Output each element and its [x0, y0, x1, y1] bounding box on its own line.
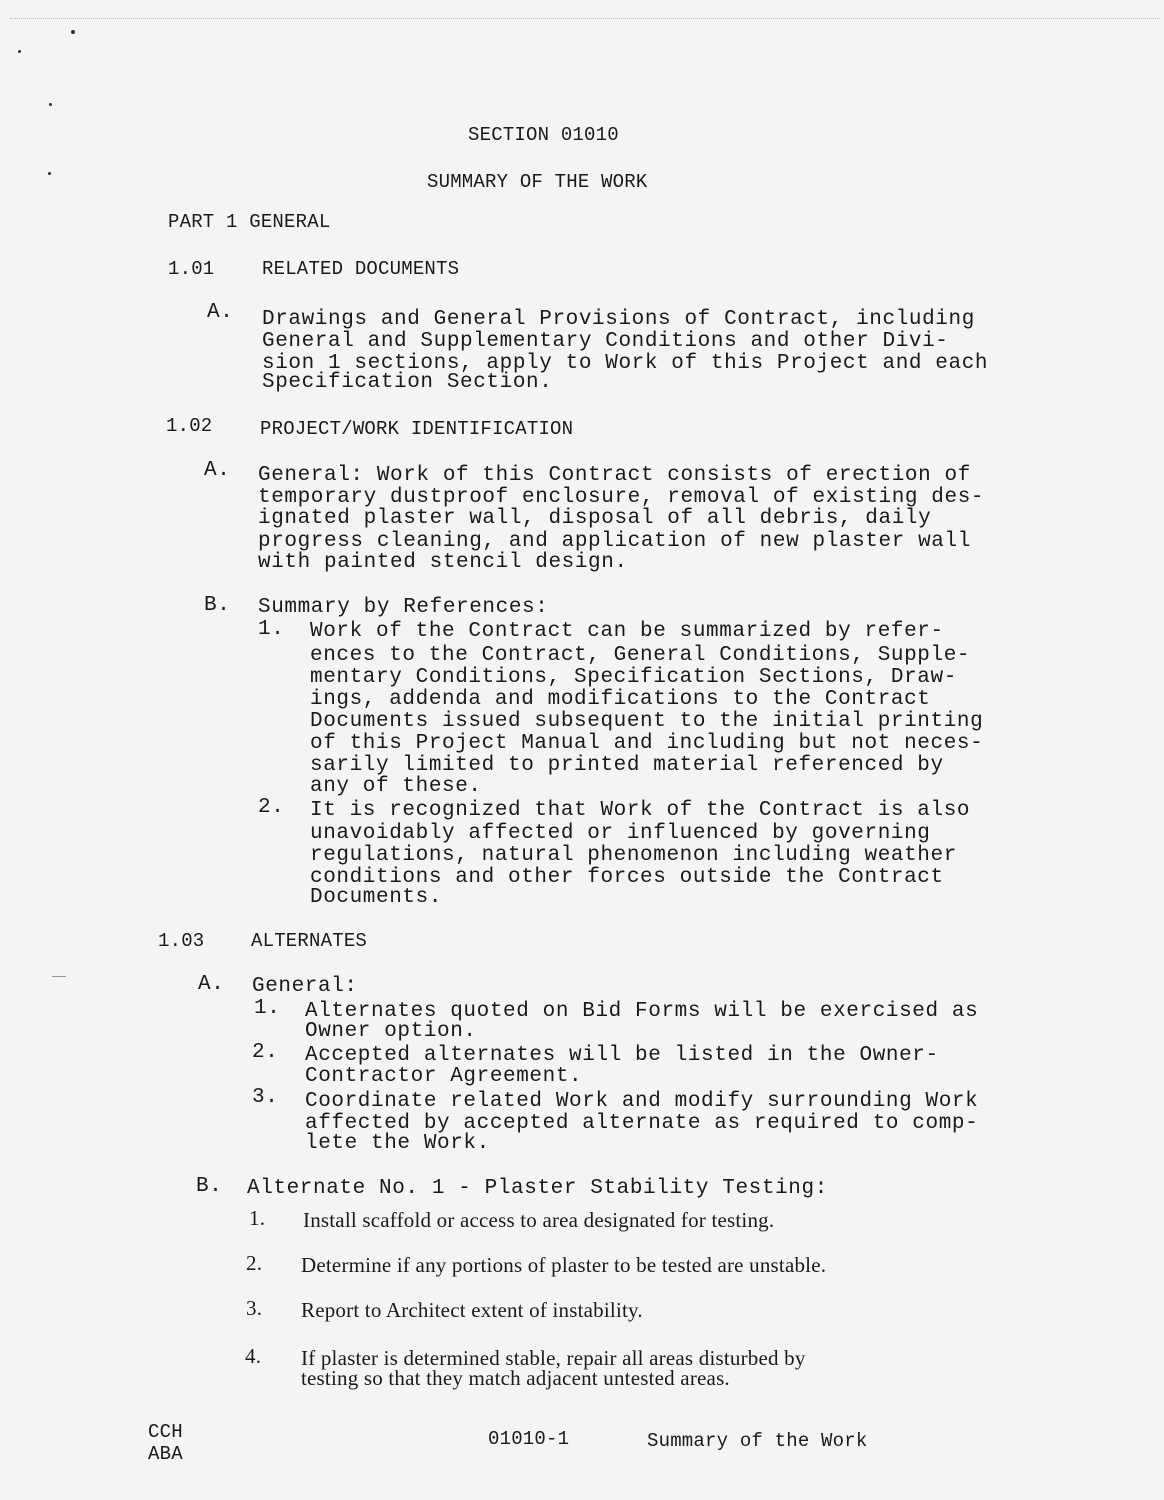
- list-text-line: If plaster is determined stable, repair all areas disturbed by: [301, 1346, 806, 1370]
- article-title: RELATED DOCUMENTS: [262, 258, 460, 280]
- part-heading: PART 1 GENERAL: [168, 211, 331, 233]
- scan-speck: [71, 30, 75, 34]
- article-title: PROJECT/WORK IDENTIFICATION: [260, 418, 574, 440]
- paragraph-heading: Alternate No. 1 - Plaster Stability Testing:: [247, 1177, 828, 1200]
- list-number: 1.: [254, 997, 281, 1020]
- list-text-line: mentary Conditions, Specification Sections, Draw-: [310, 666, 957, 689]
- paragraph-label: A.: [207, 301, 234, 324]
- list-text-line: testing so that they match adjacent untested areas.: [301, 1366, 730, 1390]
- paragraph-text-line: sion 1 sections, apply to Work of this Project and each: [262, 352, 989, 375]
- list-number: 2.: [246, 1251, 263, 1275]
- list-text-line: Documents.: [310, 886, 443, 909]
- list-number: 1.: [258, 618, 285, 641]
- list-number: 2.: [258, 796, 285, 819]
- list-number: 1.: [249, 1206, 266, 1230]
- list-text-line: Alternates quoted on Bid Forms will be exercised as: [305, 1000, 979, 1023]
- article-number: 1.02: [166, 415, 213, 437]
- list-text-line: Report to Architect extent of instability.: [301, 1298, 643, 1322]
- scan-speck: [49, 103, 52, 106]
- list-text-line: Contractor Agreement.: [305, 1065, 583, 1088]
- paragraph-text-line: Drawings and General Provisions of Contract, including: [262, 308, 975, 331]
- list-number: 3.: [246, 1296, 263, 1320]
- list-text-line: Work of the Contract can be summarized by refer-: [310, 620, 944, 643]
- paragraph-label: B.: [196, 1175, 223, 1198]
- list-text-line: affected by accepted alternate as required to comp-: [305, 1112, 979, 1135]
- list-text-line: sarily limited to printed material referenced by: [310, 754, 944, 777]
- paragraph-label: B.: [204, 594, 231, 617]
- list-text-line: ings, addenda and modifications to the Contract: [310, 688, 931, 711]
- list-text-line: Install scaffold or access to area designated for testing.: [303, 1208, 775, 1232]
- list-text-line: Accepted alternates will be listed in the Owner-: [305, 1044, 939, 1067]
- list-number: 4.: [245, 1344, 262, 1368]
- list-text-line: Documents issued subsequent to the initial printing: [310, 710, 984, 733]
- paragraph-text-line: General and Supplementary Conditions and other Divi-: [262, 330, 949, 353]
- list-text-line: lete the Work.: [305, 1132, 490, 1155]
- section-title: SECTION 01010: [468, 124, 619, 146]
- paragraph-text-line: General: Work of this Contract consists of erection of: [258, 464, 971, 487]
- list-text-line: of this Project Manual and including but not neces-: [310, 732, 984, 755]
- list-text-line: any of these.: [310, 775, 482, 798]
- list-text-line: conditions and other forces outside the Contract: [310, 866, 944, 889]
- paragraph-heading: General:: [252, 975, 358, 998]
- paragraph-text-line: with painted stencil design.: [258, 551, 628, 574]
- paragraph-heading: Summary by References:: [258, 596, 549, 619]
- footer-section-name: Summary of the Work: [647, 1430, 868, 1452]
- scan-speck: [18, 50, 21, 53]
- list-text-line: ences to the Contract, General Conditions, Supple-: [310, 644, 971, 667]
- paragraph-text-line: Specification Section.: [262, 371, 553, 394]
- list-text-line: Owner option.: [305, 1020, 477, 1043]
- list-number: 3.: [252, 1086, 279, 1109]
- article-number: 1.03: [158, 930, 205, 952]
- footer-page-number: 01010-1: [488, 1428, 570, 1450]
- list-text-line: Coordinate related Work and modify surrounding Work: [305, 1090, 979, 1113]
- list-text-line: unavoidably affected or influenced by governing: [310, 822, 931, 845]
- footer-initials: CCH: [148, 1421, 183, 1443]
- paragraph-label: A.: [198, 973, 225, 996]
- margin-mark: [52, 976, 66, 977]
- paragraph-text-line: temporary dustproof enclosure, removal of existing des-: [258, 486, 985, 509]
- paragraph-label: A.: [204, 459, 231, 482]
- paragraph-text-line: progress cleaning, and application of new plaster wall: [258, 530, 971, 553]
- list-number: 2.: [252, 1041, 279, 1064]
- article-number: 1.01: [168, 258, 215, 280]
- list-text-line: regulations, natural phenomenon including weather: [310, 844, 957, 867]
- paragraph-text-line: ignated plaster wall, disposal of all debris, daily: [258, 507, 932, 530]
- list-text-line: It is recognized that Work of the Contract is also: [310, 799, 971, 822]
- footer-initials: ABA: [148, 1443, 183, 1465]
- list-text-line: Determine if any portions of plaster to be tested are unstable.: [301, 1253, 827, 1277]
- section-subtitle: SUMMARY OF THE WORK: [427, 171, 648, 193]
- article-title: ALTERNATES: [251, 930, 368, 952]
- scan-speck: [48, 172, 51, 175]
- top-edge-line: [10, 18, 1160, 20]
